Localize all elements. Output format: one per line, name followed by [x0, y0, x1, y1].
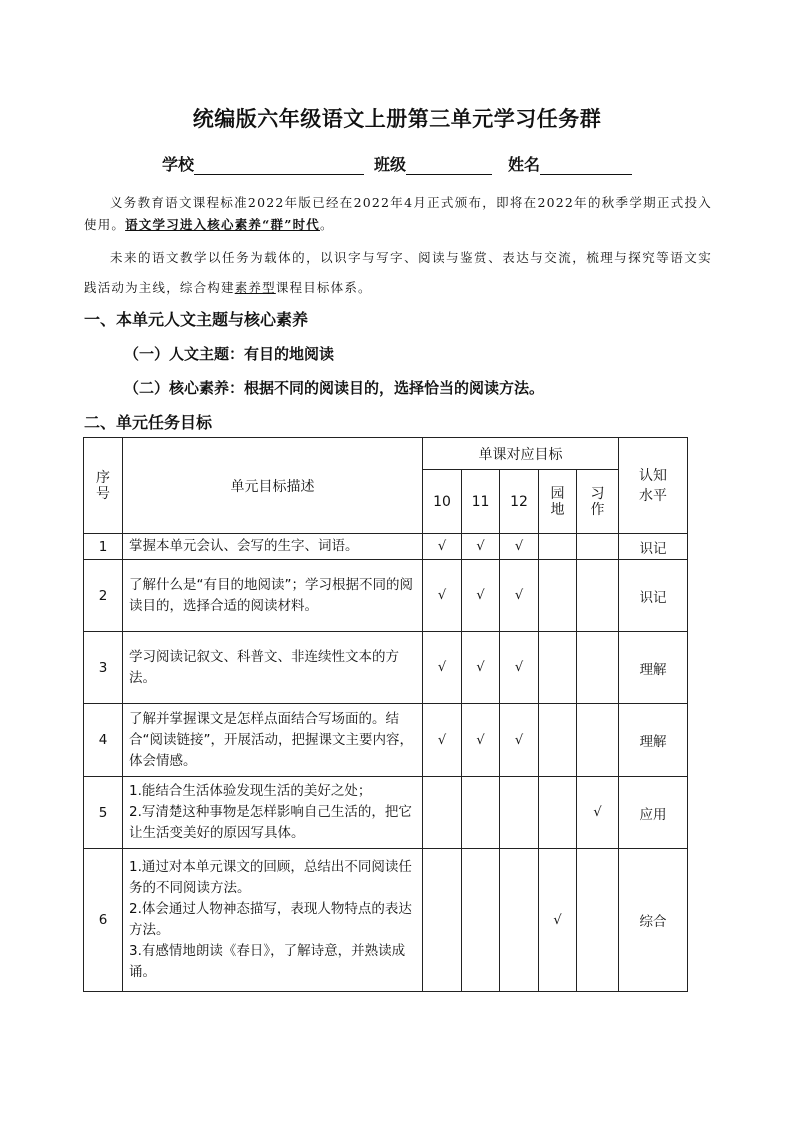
intro-paragraph-2: [84, 243, 712, 303]
header-description: 单元目标描述: [123, 438, 423, 534]
header-cognitive-level: 认知水平: [619, 438, 688, 534]
empty-cell: [577, 849, 619, 992]
row-description: [123, 849, 423, 992]
row-number: 6: [84, 849, 123, 992]
row-number: 4: [84, 704, 123, 777]
row-number: 5: [84, 777, 123, 849]
table-row: [84, 534, 688, 560]
row-level: 应用: [619, 777, 688, 849]
check-cell: √: [500, 560, 539, 632]
check-cell: √: [423, 560, 462, 632]
section-2-heading: 二、单元任务目标: [84, 413, 213, 432]
row-description-line: 2.体会通过人物神态描写，表现人物特点的表达方法。: [129, 901, 412, 938]
row-description-line: 1.能结合生活体验发现生活的美好之处；: [129, 783, 372, 799]
row-number: 1: [84, 534, 123, 560]
empty-cell: [539, 704, 577, 777]
check-cell: √: [462, 704, 500, 777]
intro-p2-text: 未来的语文教学以任务为载体的，以识字与写字、阅读与鉴赏、表达与交流，梳理与探究等语文实践活动为主线，综合构建: [84, 250, 712, 295]
check-cell: √: [500, 704, 539, 777]
class-label: 班级: [374, 155, 407, 174]
document-title: 统编版六年级语文上册第三单元学习任务群: [192, 107, 602, 131]
row-level: 综合: [619, 849, 688, 992]
table-row: [84, 560, 688, 632]
row-description: 掌握本单元会认、会写的生字、词语。: [123, 534, 423, 560]
empty-cell: [577, 632, 619, 704]
intro-p2-end: 课程目标体系。: [275, 280, 372, 295]
check-cell: √: [500, 534, 539, 560]
section-1-heading: 一、本单元人文主题与核心素养: [84, 310, 309, 329]
table-row: [84, 849, 688, 992]
row-number: 3: [84, 632, 123, 704]
row-description-line: 2.写清楚这种事物是怎样影响自己生活的，把它让生活变美好的原因写具体。: [129, 804, 412, 841]
row-level: 识记: [619, 534, 688, 560]
empty-cell: [539, 534, 577, 560]
check-cell: √: [462, 560, 500, 632]
row-level: 理解: [619, 704, 688, 777]
name-label: 姓名: [508, 155, 541, 174]
empty-cell: [462, 849, 500, 992]
check-cell: √: [462, 534, 500, 560]
row-description-line: 3.有感情地朗读《春日》，了解诗意，并熟读成诵。: [129, 943, 406, 980]
empty-cell: [539, 777, 577, 849]
header-number: 序号: [84, 438, 123, 534]
humanities-theme: （一）人文主题：有目的地阅读: [124, 345, 335, 363]
empty-cell: [577, 560, 619, 632]
empty-cell: [539, 560, 577, 632]
intro-p2-underlined: 素养型: [234, 280, 276, 295]
header-lesson-11: 11: [462, 470, 500, 534]
row-description-line: 1.通过对本单元课文的回顾，总结出不同阅读任务的不同阅读方法。: [129, 859, 412, 896]
table-row: [84, 777, 688, 849]
table-row: [84, 632, 688, 704]
intro-p1-end: 。: [320, 217, 334, 232]
student-info-line: [162, 152, 642, 175]
school-label: 学校: [162, 155, 195, 174]
empty-cell: [500, 849, 539, 992]
empty-cell: [423, 849, 462, 992]
row-level: 识记: [619, 560, 688, 632]
empty-cell: [500, 777, 539, 849]
check-cell: √: [423, 632, 462, 704]
unit-goals-table: [83, 437, 688, 992]
core-literacy: （二）核心素养：根据不同的阅读目的，选择恰当的阅读方法。: [124, 379, 545, 397]
check-cell: √: [577, 777, 619, 849]
row-description: [123, 777, 423, 849]
empty-cell: [423, 777, 462, 849]
row-number: 2: [84, 560, 123, 632]
check-cell: √: [500, 632, 539, 704]
row-description: 学习阅读记叙文、科普文、非连续性文本的方法。: [123, 632, 423, 704]
empty-cell: [539, 632, 577, 704]
name-field[interactable]: [540, 156, 632, 175]
empty-cell: [577, 534, 619, 560]
header-lesson-12: 12: [500, 470, 539, 534]
table-row: [84, 704, 688, 777]
check-cell: √: [423, 704, 462, 777]
empty-cell: [577, 704, 619, 777]
intro-p1-emphasis: 语文学习进入核心素养“群”时代: [125, 217, 320, 232]
intro-paragraph-1: [84, 192, 712, 236]
check-cell: √: [462, 632, 500, 704]
row-level: 理解: [619, 632, 688, 704]
header-writing: 习作: [577, 470, 619, 534]
header-lesson-10: 10: [423, 470, 462, 534]
check-cell: √: [539, 849, 577, 992]
class-field[interactable]: [406, 156, 492, 175]
school-field[interactable]: [194, 156, 364, 175]
intro-p1-text: 义务教育语文课程标准2022年版已经在2022年4月正式颁布，即将在2022年的秋季学期正式投入使用。: [84, 195, 712, 232]
row-description: 了解什么是“有目的地阅读”；学习根据不同的阅读目的，选择合适的阅读材料。: [123, 560, 423, 632]
header-lesson-goals: 单课对应目标: [423, 438, 619, 470]
row-description: 了解并掌握课文是怎样点面结合写场面的。结合“阅读链接”，开展活动，把握课文主要内容，体会情感。: [123, 704, 423, 777]
empty-cell: [462, 777, 500, 849]
header-garden: 园地: [539, 470, 577, 534]
check-cell: √: [423, 534, 462, 560]
